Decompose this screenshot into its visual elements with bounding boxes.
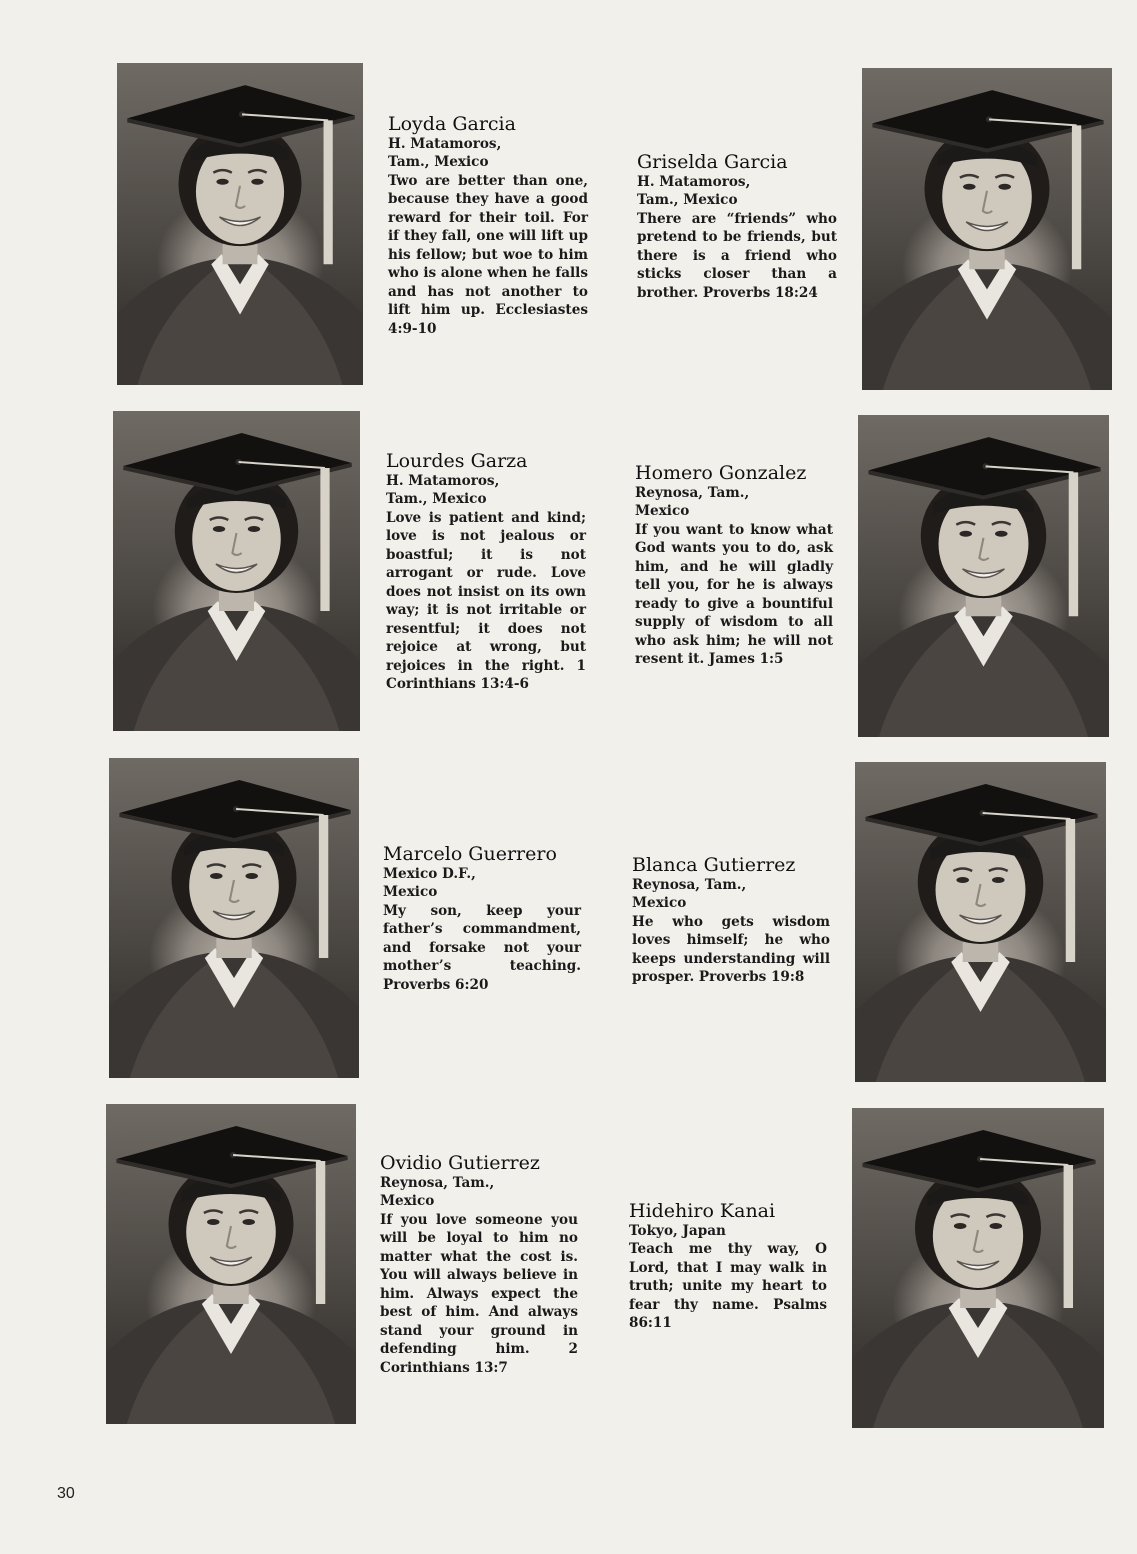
student-location-line: Mexico: [635, 503, 690, 519]
student-entry-griselda-garcia: [637, 153, 837, 302]
student-name: Ovidio Gutierrez: [380, 1152, 540, 1174]
student-entry-hidehiro-kanai: [629, 1202, 827, 1333]
student-location-line: Tam., Mexico: [388, 154, 489, 170]
student-name: Blanca Gutierrez: [632, 854, 796, 876]
student-entry-loyda-garcia: [388, 115, 588, 338]
page-number: 30: [57, 1485, 75, 1502]
student-name: Lourdes Garza: [386, 450, 528, 472]
student-quote: My son, keep your father’s commandment, and forsake not your mother’s teaching. Proverbs 6:20: [383, 902, 581, 993]
student-quote: If you want to know what God wants you to do, ask him, and he will gladly tell you, for he is always ready to give a bountiful supply of wisdom to all who ask him; he will not resent it. James 1:5: [635, 521, 833, 667]
student-location-line: Mexico D.F.,: [383, 865, 476, 882]
student-location-line: H. Matamoros,: [386, 472, 500, 489]
student-location-line: Tam., Mexico: [637, 192, 738, 208]
student-photo-loyda-garcia: [117, 63, 363, 385]
student-location-line: Mexico: [380, 1193, 435, 1209]
student-name: Homero Gonzalez: [635, 462, 807, 484]
student-location-line: Tam., Mexico: [386, 491, 487, 507]
student-photo-hidehiro-kanai: [852, 1108, 1104, 1428]
student-photo-lourdes-garza: [113, 411, 360, 731]
student-photo-blanca-gutierrez: [855, 762, 1106, 1082]
student-location-line: Reynosa, Tam.,: [632, 876, 747, 893]
student-photo-marcelo-guerrero: [109, 758, 359, 1078]
student-location-line: H. Matamoros,: [388, 135, 502, 152]
student-name: Marcelo Guerrero: [383, 843, 557, 865]
student-quote: There are “friends” who pretend to be friends, but there is a friend who sticks closer than a brother. Proverbs 18:24: [637, 210, 837, 301]
student-location-line: H. Matamoros,: [637, 173, 751, 190]
student-quote: Two are better than one, because they have a good reward for their toil. For if they fall, one will lift up his fellow; but woe to him who is alone when he falls and has not another to lift him up. Ecclesiastes 4:9-10: [388, 172, 588, 337]
student-entry-blanca-gutierrez: [632, 856, 830, 987]
student-name: Griselda Garcia: [637, 151, 788, 173]
student-quote: He who gets wisdom loves himself; he who keeps understanding will prosper. Proverbs 19:8: [632, 913, 830, 985]
student-entry-ovidio-gutierrez: [380, 1154, 578, 1377]
student-entry-lourdes-garza: [386, 452, 586, 694]
student-location-line: Mexico: [632, 895, 687, 911]
student-location-line: Mexico: [383, 884, 438, 900]
student-location-line: Tokyo, Japan: [629, 1222, 726, 1239]
student-photo-ovidio-gutierrez: [106, 1104, 356, 1424]
student-location-line: Reynosa, Tam.,: [380, 1174, 495, 1191]
student-photo-griselda-garcia: [862, 68, 1112, 390]
student-entry-marcelo-guerrero: [383, 845, 581, 994]
student-photo-homero-gonzalez: [858, 415, 1109, 737]
student-name: Hidehiro Kanai: [629, 1200, 776, 1222]
student-quote: If you love someone you will be loyal to him no matter what the cost is. You will always believe in him. Always expect the best of him. And always stand your ground in defending him. 2 Corinthians 13:7: [380, 1211, 578, 1376]
student-location-line: Reynosa, Tam.,: [635, 484, 750, 501]
student-name: Loyda Garcia: [388, 113, 516, 135]
student-entry-homero-gonzalez: [635, 464, 833, 669]
student-quote: Teach me thy way, O Lord, that I may walk in truth; unite my heart to fear thy name. Psalms 86:11: [629, 1241, 827, 1331]
student-quote: Love is patient and kind; love is not jealous or boastful; it is not arrogant or rude. Love does not insist on its own way; it is not irritable or resentful; it does not rejoice at wrong, but rejoices in the right. 1 Corinthians 13:4-6: [386, 509, 586, 692]
